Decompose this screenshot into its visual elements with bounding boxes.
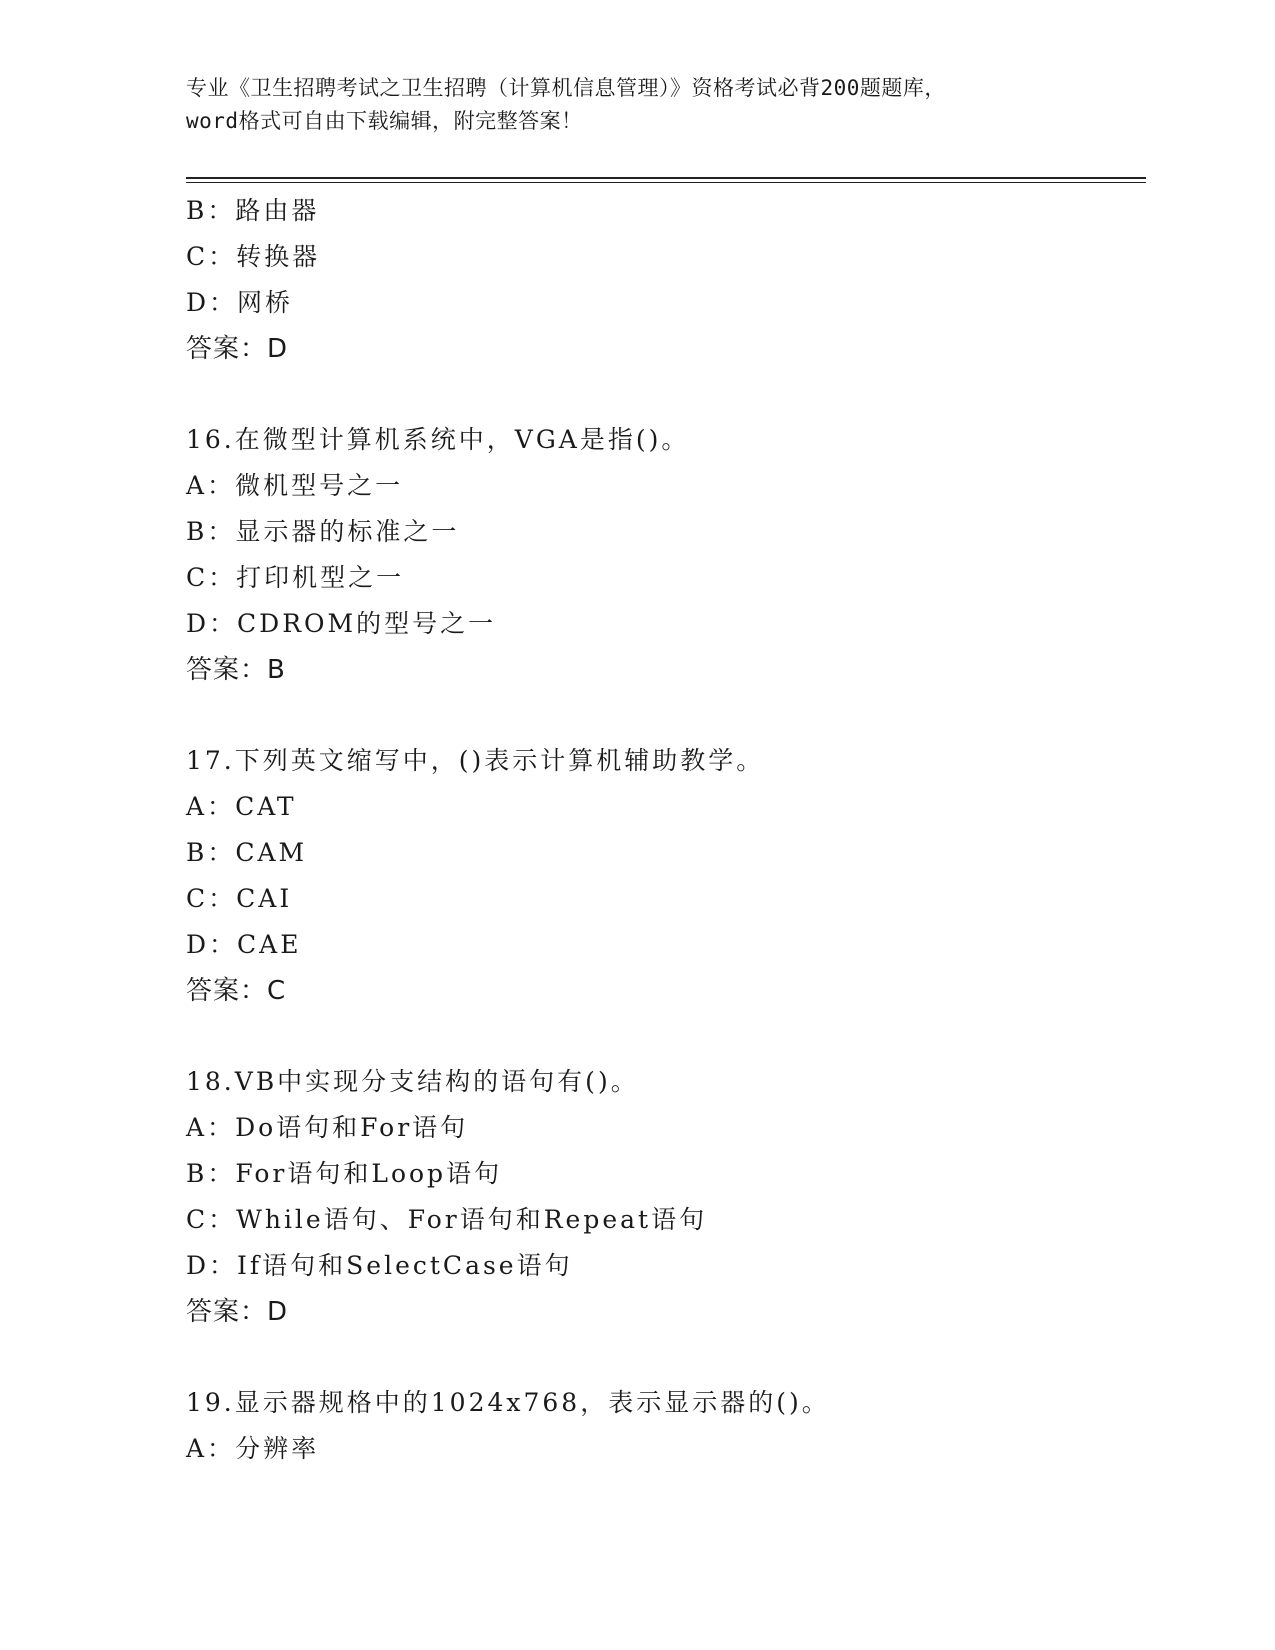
answer-line: 答案：D	[186, 334, 289, 364]
option-text: 显示器的标准之一	[235, 517, 460, 546]
question-block-17	[186, 738, 1146, 1014]
option-text: CAI	[236, 884, 293, 913]
option-letter: D：	[186, 609, 238, 638]
option-b	[186, 509, 1146, 555]
option-c	[186, 1197, 1146, 1243]
option-text: Do语句和For语句	[235, 1113, 469, 1142]
option-a	[186, 1105, 1146, 1151]
question-block-16	[186, 417, 1146, 693]
option-text: CAE	[237, 930, 302, 959]
question-text: 16.在微型计算机系统中，VGA是指()。	[186, 425, 690, 454]
option-a	[186, 784, 1146, 830]
option-letter: A：	[186, 471, 236, 500]
option-text: While语句、For语句和Repeat语句	[236, 1205, 708, 1234]
option-d	[186, 922, 1146, 968]
option-text: 网桥	[237, 288, 294, 317]
option-letter: C：	[186, 1205, 237, 1234]
option-letter: A：	[186, 792, 236, 821]
option-b	[186, 1151, 1146, 1197]
question-text: 19.显示器规格中的1024x768，表示显示器的()。	[186, 1388, 830, 1417]
option-letter: B：	[186, 517, 236, 546]
option-letter: D：	[186, 930, 238, 959]
header-line-2: word格式可自由下载编辑，附完整答案！	[186, 109, 583, 133]
option-letter: B：	[186, 838, 236, 867]
option-d	[186, 280, 1146, 326]
option-text: 路由器	[235, 196, 320, 225]
option-letter: D：	[186, 1251, 238, 1280]
header-line-1: 专业《卫生招聘考试之卫生招聘（计算机信息管理）》资格考试必背200题题库，	[186, 76, 946, 100]
option-text: For语句和Loop语句	[235, 1159, 503, 1188]
document-header	[186, 72, 1086, 138]
option-text: CDROM的型号之一	[237, 609, 497, 638]
question-list	[186, 188, 1146, 1517]
option-letter: D：	[186, 288, 238, 317]
answer-line: 答案：D	[186, 1297, 289, 1327]
option-b	[186, 830, 1146, 876]
answer-line: 答案：B	[186, 655, 286, 685]
option-text: 打印机型之一	[236, 563, 405, 592]
option-text: CAM	[235, 838, 308, 867]
option-letter: C：	[186, 884, 237, 913]
option-c	[186, 555, 1146, 601]
option-text: 微机型号之一	[235, 471, 404, 500]
option-text: 转换器	[236, 242, 321, 271]
option-a	[186, 1426, 1146, 1472]
option-letter: C：	[186, 242, 237, 271]
question-block-18	[186, 1059, 1146, 1335]
option-text: 分辨率	[235, 1434, 320, 1463]
option-c	[186, 876, 1146, 922]
option-d	[186, 601, 1146, 647]
option-letter: B：	[186, 196, 236, 225]
option-text: CAT	[235, 792, 297, 821]
option-letter: A：	[186, 1434, 236, 1463]
question-block-15	[186, 188, 1146, 372]
answer-line: 答案：C	[186, 976, 287, 1006]
option-d	[186, 1243, 1146, 1289]
option-letter: A：	[186, 1113, 236, 1142]
option-c	[186, 234, 1146, 280]
option-b	[186, 188, 1146, 234]
question-text: 18.VB中实现分支结构的语句有()。	[186, 1067, 639, 1096]
header-divider	[186, 177, 1146, 183]
option-letter: C：	[186, 563, 237, 592]
question-text: 17.下列英文缩写中，()表示计算机辅助教学。	[186, 746, 765, 775]
option-text: If语句和SelectCase语句	[237, 1251, 573, 1280]
question-block-19	[186, 1380, 1146, 1472]
option-letter: B：	[186, 1159, 236, 1188]
option-a	[186, 463, 1146, 509]
